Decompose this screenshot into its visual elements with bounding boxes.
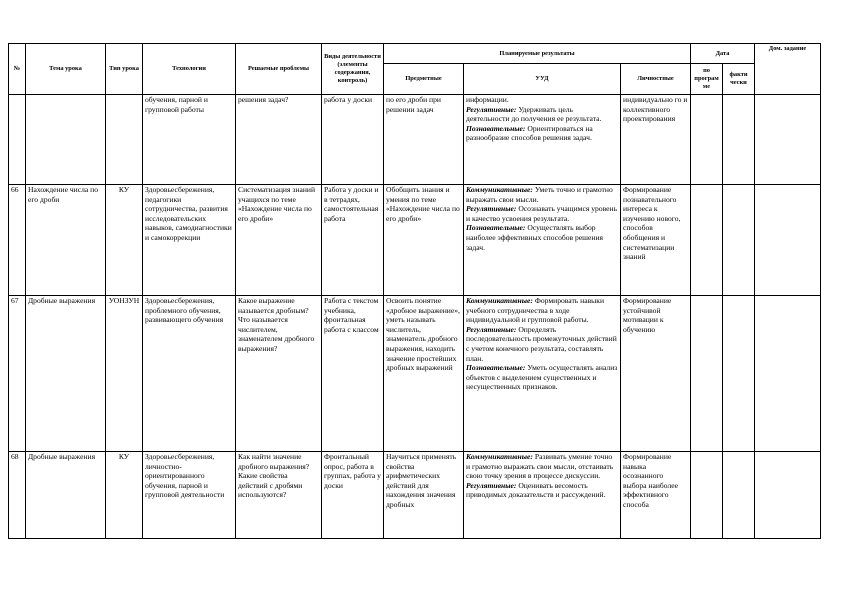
header-activity: Виды деятельности (элементы содержания, контроль) xyxy=(322,44,384,95)
table-row xyxy=(9,296,821,452)
cell-date-actual xyxy=(723,296,755,452)
header-actual: факти чески xyxy=(723,64,755,95)
cell-problems: решения задач? xyxy=(236,95,322,185)
cell-problems: Какое выражение называется дробным? Что называется числителем, знаменателем дробного выражения? xyxy=(236,296,322,452)
cell-date-program xyxy=(691,296,723,452)
cell-date-program xyxy=(691,452,723,539)
cell-homework xyxy=(755,95,821,185)
cell-personal: Формирование навыка осознанного выбора наиболее эффективного способа xyxy=(621,452,691,539)
header-topic: Тема урока xyxy=(26,44,106,95)
uud-text: Ориентироваться на разнообразие способов решения задач. xyxy=(466,123,593,143)
cell-uud xyxy=(464,452,621,539)
uud-label: Регулятивные: xyxy=(466,324,517,334)
cell-technologies: Здоровьесбережения, педагогики сотрудничества, развития исследовательских навыков, самодиагностики и самокоррекции xyxy=(143,185,236,296)
cell-type: УОНЗУН xyxy=(106,296,143,452)
cell-activity: Работа с текстом учебника, фронтальная работа с классом xyxy=(322,296,384,452)
cell-subject: по его дроби при решении задач xyxy=(384,95,464,185)
header-uud: УУД xyxy=(464,64,621,95)
header-by-program: по програм ме xyxy=(691,64,723,95)
cell-subject: Обобщить знания и умения по теме «Нахождение числа по его дроби» xyxy=(384,185,464,296)
lesson-plan-table xyxy=(8,43,821,539)
header-homework: Дом. задание xyxy=(755,44,821,95)
uud-text: Формировать навыки учебного сотрудничества в ходе индивидуальной и групповой работы. xyxy=(466,296,605,325)
uud-label: Познавательные: xyxy=(466,223,526,233)
cell-problems: Систематизация знаний учащихся по теме «Нахождение числа по его дроби» xyxy=(236,185,322,296)
uud-label: Регулятивные: xyxy=(466,104,517,114)
cell-topic: Дробные выражения xyxy=(26,296,106,452)
header-num: № xyxy=(9,44,26,95)
cell-personal: индивидуально го и коллективного проектирования xyxy=(621,95,691,185)
cell-personal: Формирование устойчивой мотивации к обучению xyxy=(621,296,691,452)
cell-topic xyxy=(26,95,106,185)
cell-topic: Дробные выражения xyxy=(26,452,106,539)
uud-text: Осуществлять выбор наиболее эффективных способов решения задач. xyxy=(466,223,604,252)
cell-homework xyxy=(755,296,821,452)
cell-technologies: Здоровьесбережения, личностно-ориентированного обучения, парной и групповой деятельности xyxy=(143,452,236,539)
header-problems: Решаемые проблемы xyxy=(236,44,322,95)
header-planned-results: Планируемые результаты xyxy=(384,44,691,64)
cell-date-actual xyxy=(723,452,755,539)
cell-activity: Работа у доски и в тетрадях, самостоятельная работа xyxy=(322,185,384,296)
cell-problems: Как найти значение дробного выражения? Какие свойства действий с дробями используются? xyxy=(236,452,322,539)
header-technologies: Технологии xyxy=(143,44,236,95)
cell-subject: Научиться применять свойства арифметических действий для нахождения значения дробных xyxy=(384,452,464,539)
cell-num: 67 xyxy=(9,296,26,452)
cell-date-program xyxy=(691,185,723,296)
cell-technologies: обучения, парной и групповой работы xyxy=(143,95,236,185)
cell-uud xyxy=(464,185,621,296)
cell-date-program xyxy=(691,95,723,185)
cell-date-actual xyxy=(723,95,755,185)
uud-text: Определять последовательность промежуточных действий с учетом конечного результата, составлять план. xyxy=(466,324,617,363)
cell-topic: Нахождение числа по его дроби xyxy=(26,185,106,296)
uud-text: Осознавать учащимся уровень и качество усвоения результата. xyxy=(466,204,618,223)
uud-label: Познавательные: xyxy=(466,363,526,373)
cell-technologies: Здоровьесбережения, проблемного обучения, развивающего обучения xyxy=(143,296,236,452)
uud-text: Уметь осуществлять анализ объектов с выделением существенных и несущественных признаков. xyxy=(466,363,618,392)
cell-uud xyxy=(464,296,621,452)
cell-subject: Освоить понятие «дробное выражение», уметь называть числитель, знаменатель дробного выражения, находить значение простейших дробных выражений xyxy=(384,296,464,452)
cell-type: КУ xyxy=(106,452,143,539)
cell-num xyxy=(9,95,26,185)
uud-label: Коммуникативные: xyxy=(466,185,533,194)
table-row xyxy=(9,185,821,296)
uud-text: информации. xyxy=(466,95,509,104)
cell-type xyxy=(106,95,143,185)
uud-label: Коммуникативные: xyxy=(466,452,533,461)
cell-num: 68 xyxy=(9,452,26,539)
cell-date-actual xyxy=(723,185,755,296)
uud-text: Уметь точно и грамотно выражать свои мысли. xyxy=(466,185,613,204)
header-date: Дата xyxy=(691,44,755,64)
cell-uud xyxy=(464,95,621,185)
header-personal: Личностные xyxy=(621,64,691,95)
uud-label: Регулятивные: xyxy=(466,480,517,490)
uud-text: Удерживать цель деятельности до получения ее результата. xyxy=(466,104,602,124)
uud-label: Познавательные: xyxy=(466,123,526,133)
uud-label: Коммуникативные: xyxy=(466,296,533,305)
cell-activity: работа у доски xyxy=(322,95,384,185)
header-type: Тип урока xyxy=(106,44,143,95)
table-row xyxy=(9,95,821,185)
cell-num: 66 xyxy=(9,185,26,296)
cell-type: КУ xyxy=(106,185,143,296)
cell-homework xyxy=(755,452,821,539)
cell-personal: Формирование познавательного интереса к изучению нового, способов обобщения и систематизации знаний xyxy=(621,185,691,296)
uud-text: Развивать умение точно и грамотно выражать свои мысли, отстаивать свою точку зрения в процессе дискуссии. xyxy=(466,452,614,481)
uud-label: Регулятивные: xyxy=(466,204,517,214)
cell-activity: Фронтальный опрос, работа в группах, работа у доски xyxy=(322,452,384,539)
uud-text: Оценивать весомость приводимых доказательств и рассуждений. xyxy=(466,480,606,500)
table-row xyxy=(9,452,821,539)
header-subject: Предметные xyxy=(384,64,464,95)
cell-homework xyxy=(755,185,821,296)
